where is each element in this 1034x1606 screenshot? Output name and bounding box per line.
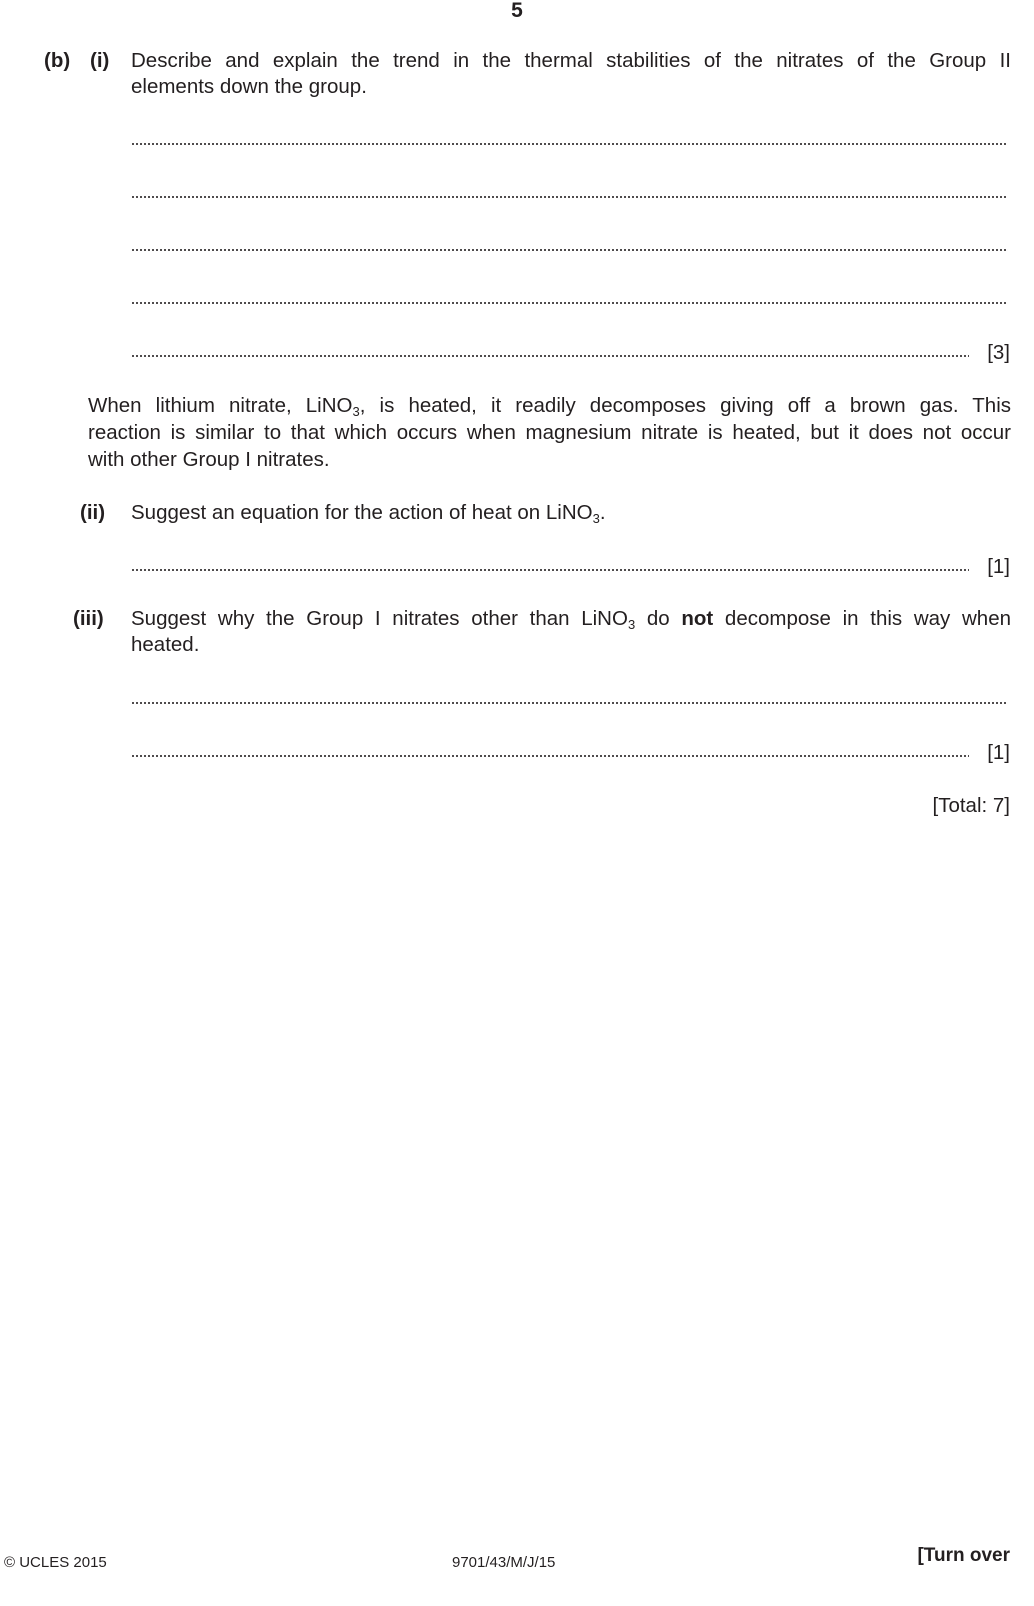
question-iii-b: do [635, 607, 682, 630]
total-marks: [Total: 7] [932, 794, 1010, 817]
copyright: © UCLES 2015 [4, 1554, 107, 1571]
answer-line-i-1[interactable] [131, 142, 1007, 146]
marks-iii: [1] [987, 741, 1010, 764]
question-iii-line2: heated. [131, 633, 200, 656]
answer-line-iii-2[interactable] [131, 754, 969, 758]
question-i-line2: elements down the group. [131, 75, 367, 98]
subpart-label-ii: (ii) [80, 501, 106, 524]
subpart-label-iii: (iii) [73, 607, 104, 630]
answer-line-i-5[interactable] [131, 354, 969, 358]
question-ii-a: Suggest an equation for the action of heat on LiNO [131, 501, 593, 524]
turn-over: [Turn over [917, 1545, 1010, 1566]
context-line2: reaction is similar to that which occurs when magnesium nitrate is heated, but it does not occur [88, 421, 1011, 444]
marks-ii: [1] [987, 555, 1010, 578]
part-label-b: (b) [44, 49, 71, 72]
question-iii-line1 [131, 606, 1011, 632]
question-ii [131, 500, 1011, 526]
context-line1-b: , is heated, it readily decomposes giving off a brown gas. This [359, 394, 1011, 417]
answer-line-i-4[interactable] [131, 301, 1007, 305]
question-iii-bold: not [681, 607, 714, 630]
subpart-label-i: (i) [90, 49, 110, 72]
context-line1 [88, 393, 1011, 419]
paper-code: 9701/43/M/J/15 [452, 1554, 556, 1571]
page-number: 5 [511, 0, 523, 22]
context-line3: with other Group I nitrates. [88, 448, 330, 471]
question-iii-sub: 3 [627, 617, 636, 632]
marks-i: [3] [987, 341, 1010, 364]
answer-line-i-3[interactable] [131, 248, 1007, 252]
question-ii-sub: 3 [592, 511, 600, 526]
question-iii-a: Suggest why the Group I nitrates other than LiNO [131, 607, 628, 630]
answer-line-i-2[interactable] [131, 195, 1007, 199]
question-ii-b: . [599, 501, 606, 524]
context-line1-a: When lithium nitrate, LiNO [88, 394, 353, 417]
answer-line-iii-1[interactable] [131, 701, 1007, 705]
context-line1-sub: 3 [352, 404, 360, 419]
question-iii-c: decompose in this way when [713, 607, 1011, 630]
answer-line-ii-1[interactable] [131, 568, 969, 572]
question-i-line1: Describe and explain the trend in the thermal stabilities of the nitrates of the Group II [131, 49, 1011, 72]
